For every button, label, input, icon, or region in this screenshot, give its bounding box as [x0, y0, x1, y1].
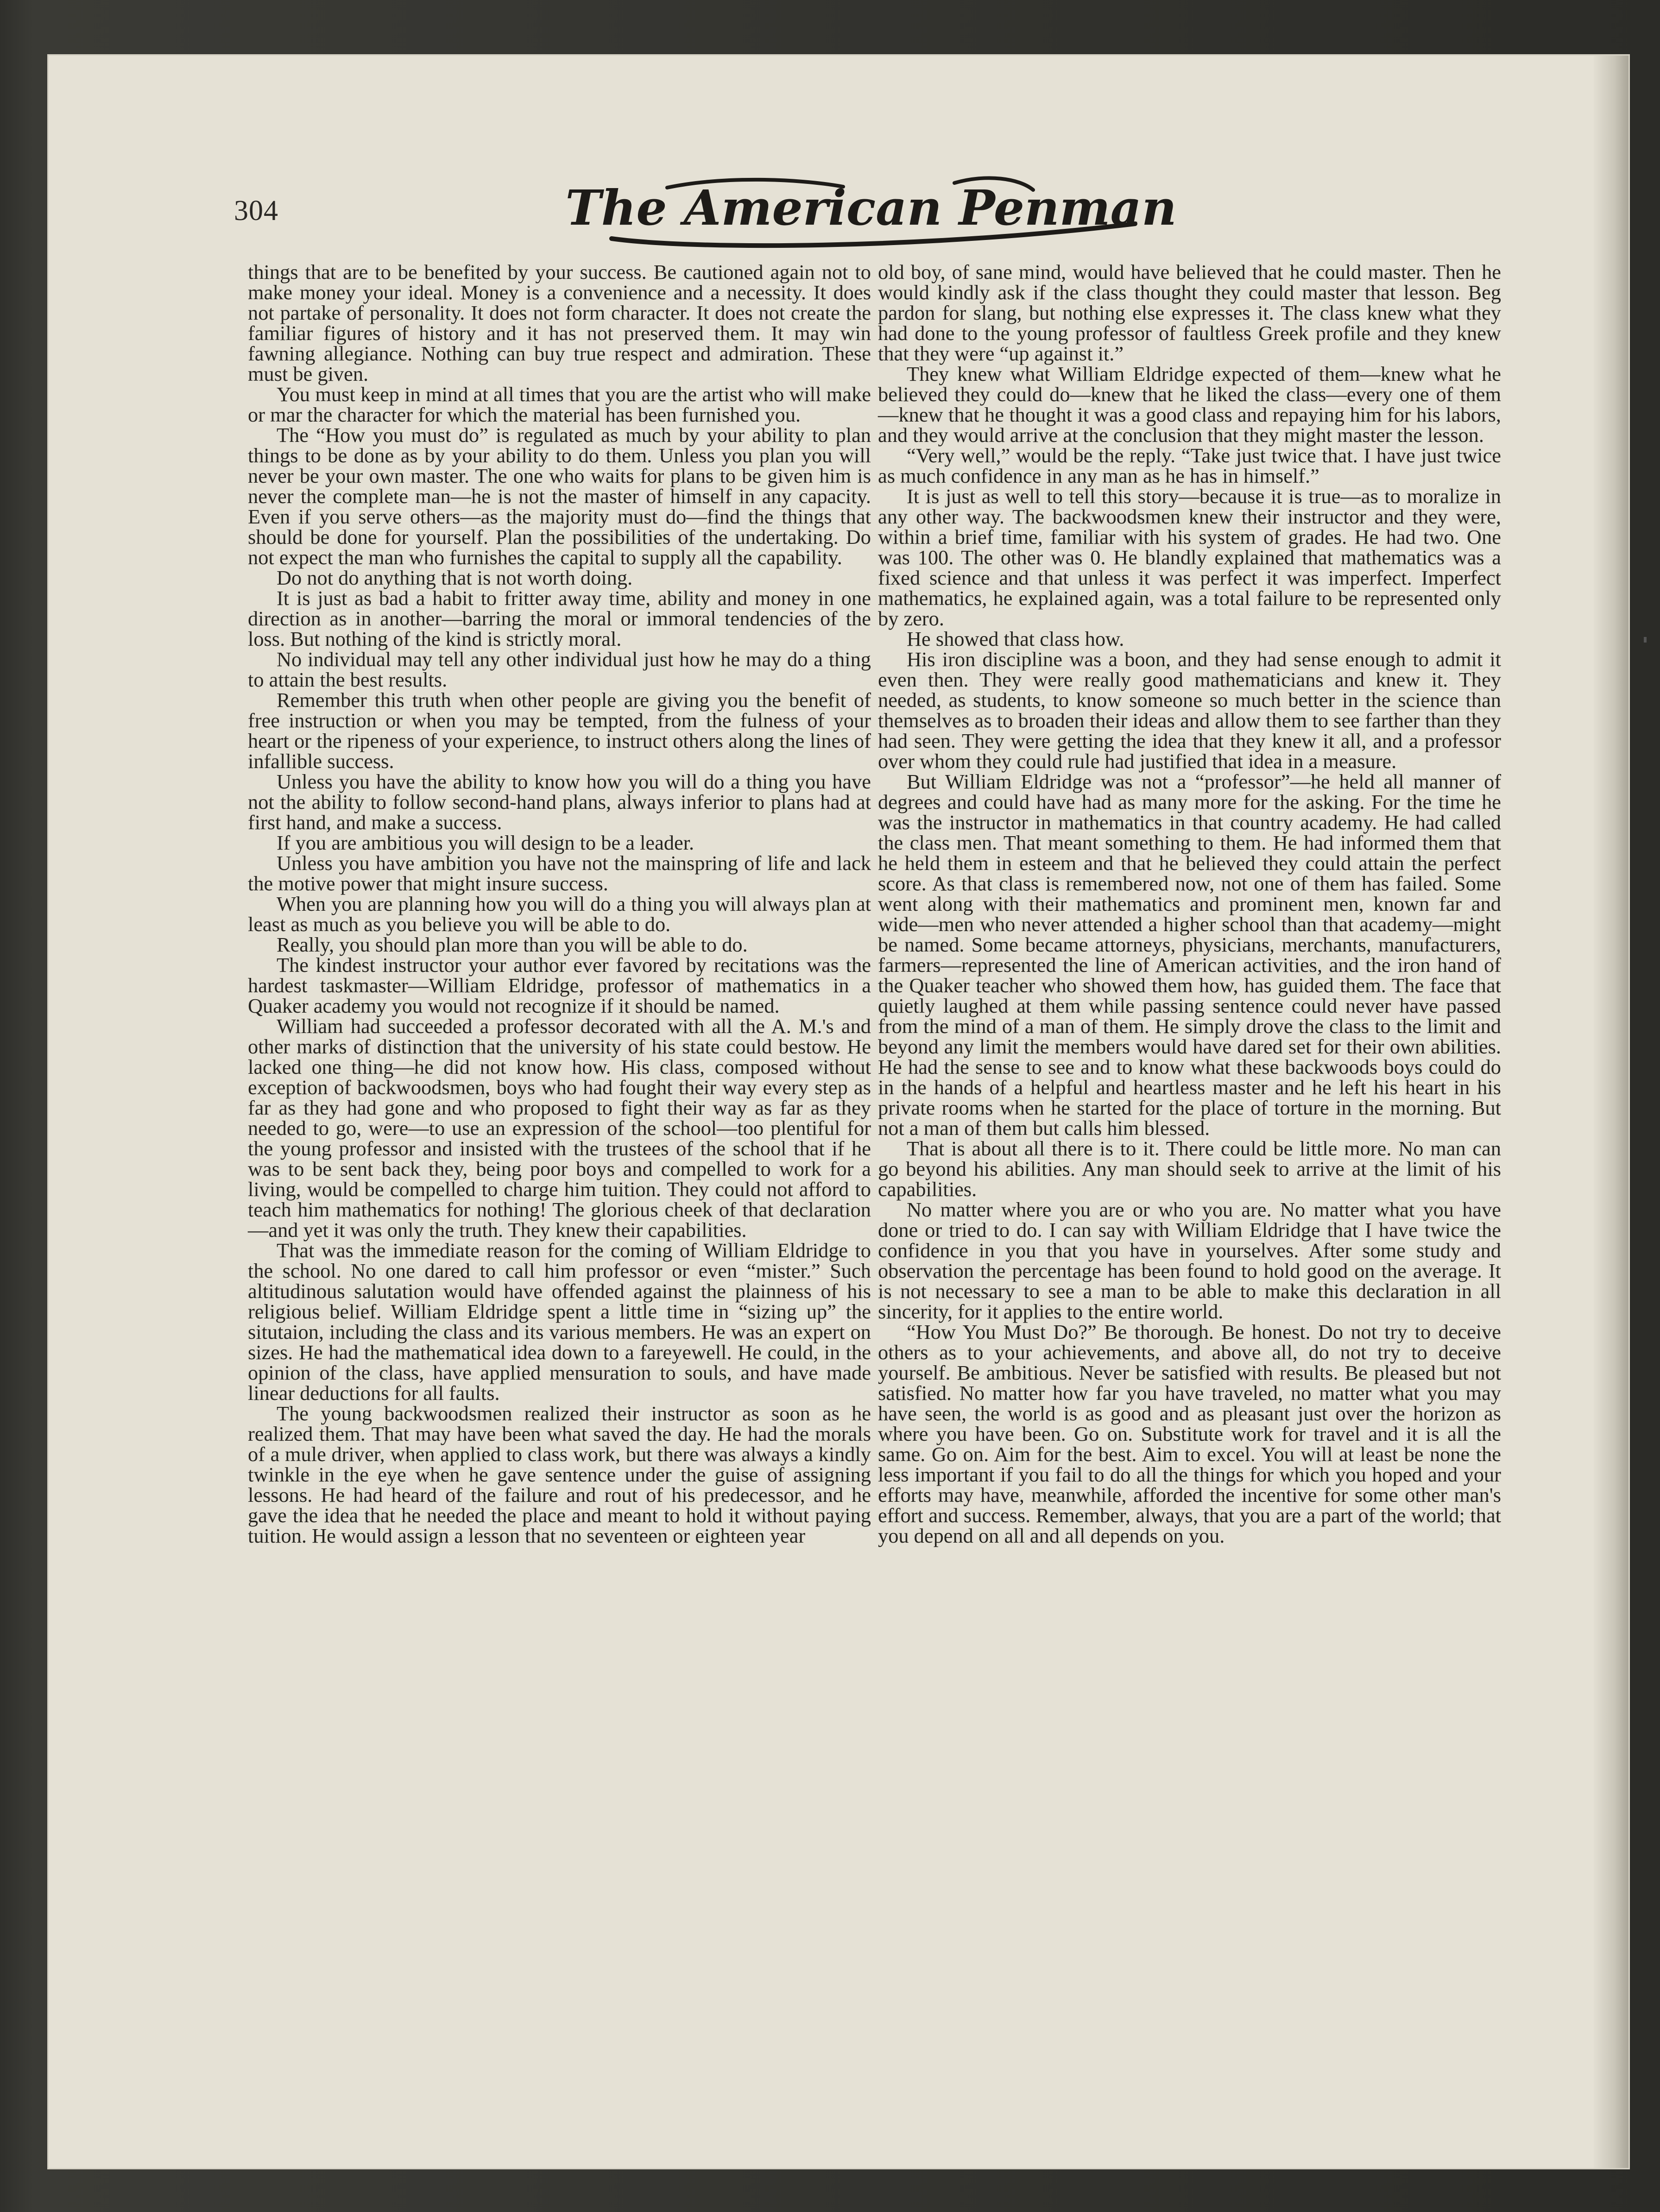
column-left: [248, 262, 871, 1546]
paragraph: But William Eldridge was not a “professor”—he held all manner of degrees and could have had as many more for the asking. For the time he was the instructor in mathematics in that country academy. He had called the class men. That meant something to them. He had informed them that he held them in esteem and that he believed they could attain the perfect score. As that class is remembered now, not one of them has failed. Some went along with their mathematics and prominent men, known far and wide—men who never attended a higher school than that academy—might be named. Some became attorneys, physicians, merchants, manufacturers, farmers—represented the line of American activities, and the iron hand of the Quaker teacher who showed them how, has guided them. The face that quietly laughed at them while passing sentence could never have passed from the mind of a man of them. He simply drove the class to the limit and beyond any limit the members would have dared set for their own abilities. He had the sense to see and to know what these backwoods boys could do in the hands of a helpful and heartless master and he left his heart in his private rooms when he started for the place of torture in the morning. But not a man of them but calls him blessed.: [878, 770, 1501, 1140]
page-spine-shadow: [1594, 56, 1628, 2168]
paragraph: Do not do anything that is not worth doing.: [277, 566, 633, 589]
paragraph: “How You Must Do?” Be thorough. Be honest. Do not try to deceive others as to your achievements, and above all, do not try to deceive yourself. Be ambitious. Never be satisfied with results. Be pleased but not satisfied. No matter how far you have traveled, no matter what you may have seen, the world is as good and as pleasant just over the horizon as where you have been. Go on. Substitute work for travel and it is all the same. Go on. Aim for the best. Aim to excel. You will at least be none the less important if you fail to do all the things for which you hoped and your efforts may have, meanwhile, afforded the incentive for some other man's effort and success. Remember, always, that you are a part of the world; that you depend on all and all depends on you.: [878, 1320, 1501, 1547]
paragraph: They knew what William Eldridge expected of them—knew what he believed they could do—knew that he liked the class—every one of them—knew that he thought it was a good class and repaying him for his labors, and they would arrive at the conclusion that they might master the lesson.: [878, 362, 1501, 447]
paragraph: “Very well,” would be the reply. “Take just twice that. I have just twice as much confidence in any man as he has in himself.”: [878, 444, 1501, 487]
masthead-logo: [565, 169, 1177, 248]
paragraph: The young backwoodsmen realized their instructor as soon as he realized them. That may have been what saved the day. He had the morals of a mule driver, when applied to class work, but there was always a kindly twinkle in the eye when he gave sentence under the guise of assigning lessons. He had heard of the failure and rout of his predecessor, and he gave the idea that he needed the place and meant to hold it without paying tuition. He would assign a lesson that no seventeen or eighteen year: [248, 1402, 871, 1547]
paragraph: things that are to be benefited by your success. Be cautioned again not to make money your ideal. Money is a convenience and a necessity. It does not partake of personality. It does not form character. It does not create the familiar figures of history and it has not preserved them. It may win fawning allegiance. Nothing can buy true respect and admiration. These must be given.: [248, 260, 871, 385]
paragraph: That was the immediate reason for the coming of William Eldridge to the school. No one dared to call him professor or even “mister.” Such altitudinous salutation would have offended against the plainness of his religious belief. William Eldridge spent a little time in “sizing up” the situtaion, including the class and its various members. He was an expert on sizes. He had the mathematical idea down to a fareyewell. He could, in the opinion of the class, have applied mensuration to souls, and have made linear deductions for all faults.: [248, 1239, 871, 1405]
page-number: 304: [234, 195, 278, 227]
paragraph: You must keep in mind at all times that you are the artist who will make or mar the character for which the material has been furnished you.: [248, 383, 871, 426]
paragraph: He showed that class how.: [907, 627, 1124, 650]
paragraph: It is just as bad a habit to fritter away time, ability and money in one direction as in another—barring the moral or immoral tendencies of the loss. But nothing of the kind is strictly moral.: [248, 586, 871, 650]
paragraph: Remember this truth when other people are giving you the benefit of free instruction or when you may be tempted, from the fulness of your heart or the ripeness of your experience, to instruct others along the lines of infallible success.: [248, 688, 871, 773]
masthead-script-icon: [565, 169, 1177, 248]
paragraph: No individual may tell any other individual just how he may do a thing to attain the best results.: [248, 648, 871, 691]
paragraph: William had succeeded a professor decorated with all the A. M.'s and other marks of distinction that the university of his state could bestow. He lacked one thing—he did not know how. His class, composed without exception of backwoodsmen, boys who had fought their way every step as far as they had gone and who proposed to fight their way as far as they needed to go, were—to use an expression of the school—too plentiful for the young professor and insisted with the trustees of the school that if he was to be sent back they, being poor boys and compelled to work for a living, would be compelled to charge him tuition. They could not afford to teach him mathematics for nothing! The glorious cheek of that declaration—and yet it was only the truth. They knew their capabilities.: [248, 1015, 871, 1241]
paragraph: Really, you should plan more than you will be able to do.: [277, 933, 748, 956]
paragraph: His iron discipline was a boon, and they had sense enough to admit it even then. They were really good mathematicians and knew it. They needed, as students, to know someone so much better in the science than themselves as to broaden their ideas and allow them to see farther than they had seen. They were getting the idea that they knew it all, and a professor over whom they could rule had justified that idea in a measure.: [878, 648, 1501, 773]
paragraph: The kindest instructor your author ever favored by recitations was the hardest taskmaster—William Eldridge, professor of mathematics in a Quaker academy you would not recognize if it should be named.: [248, 953, 871, 1017]
paragraph: Unless you have ambition you have not the mainspring of life and lack the motive power that might insure success.: [248, 851, 871, 895]
paragraph: If you are ambitious you will design to be a leader.: [277, 831, 694, 854]
paragraph: When you are planning how you will do a thing you will always plan at least as much as you believe you will be able to do.: [248, 892, 871, 936]
paragraph: old boy, of sane mind, would have believed that he could master. Then he would kindly ask if the class thought they could master that lesson. Beg pardon for slang, but nothing else expresses it. The class knew what they had done to the young professor of faultless Greek profile and they knew that they were “up against it.”: [878, 260, 1501, 365]
paragraph: That is about all there is to it. There could be little more. No man can go beyond his abilities. Any man should seek to arrive at the limit of his capabilities.: [878, 1137, 1501, 1201]
edge-mark: [1644, 637, 1647, 643]
paragraph: Unless you have the ability to know how you will do a thing you have not the ability to follow second-hand plans, always inferior to plans had at first hand, and make a success.: [248, 770, 871, 834]
column-right: [878, 262, 1501, 1546]
masthead-text: The American Penman: [565, 179, 1177, 236]
paragraph: The “How you must do” is regulated as much by your ability to plan things to be done as by your ability to do them. Unless you plan you will never be your own master. The one who waits for plans to be given him is never the complete man—he is not the master of himself in any capacity. Even if you serve others—as the majority must do—find the things that should be done for yourself. Plan the possibilities of the undertaking. Do not expect the man who furnishes the capital to supply all the capability.: [248, 423, 871, 569]
paragraph: It is just as well to tell this story—because it is true—as to moralize in any other way. The backwoodsmen knew their instructor and they were, within a brief time, familiar with his system of grades. He had two. One was 100. The other was 0. He blandly explained that mathematics was a fixed science and that unless it was perfect it was imperfect. Imperfect mathematics, he explained again, was a total failure to be represented only by zero.: [878, 485, 1501, 630]
paragraph: No matter where you are or who you are. No matter what you have done or tried to do. I can say with William Eldridge that I have twice the confidence in you that you have in yourselves. After some study and observation the percentage has been found to hold good on the average. It is not necessary to see a man to be able to make this declaration in all sincerity, for it applies to the entire world.: [878, 1198, 1501, 1323]
